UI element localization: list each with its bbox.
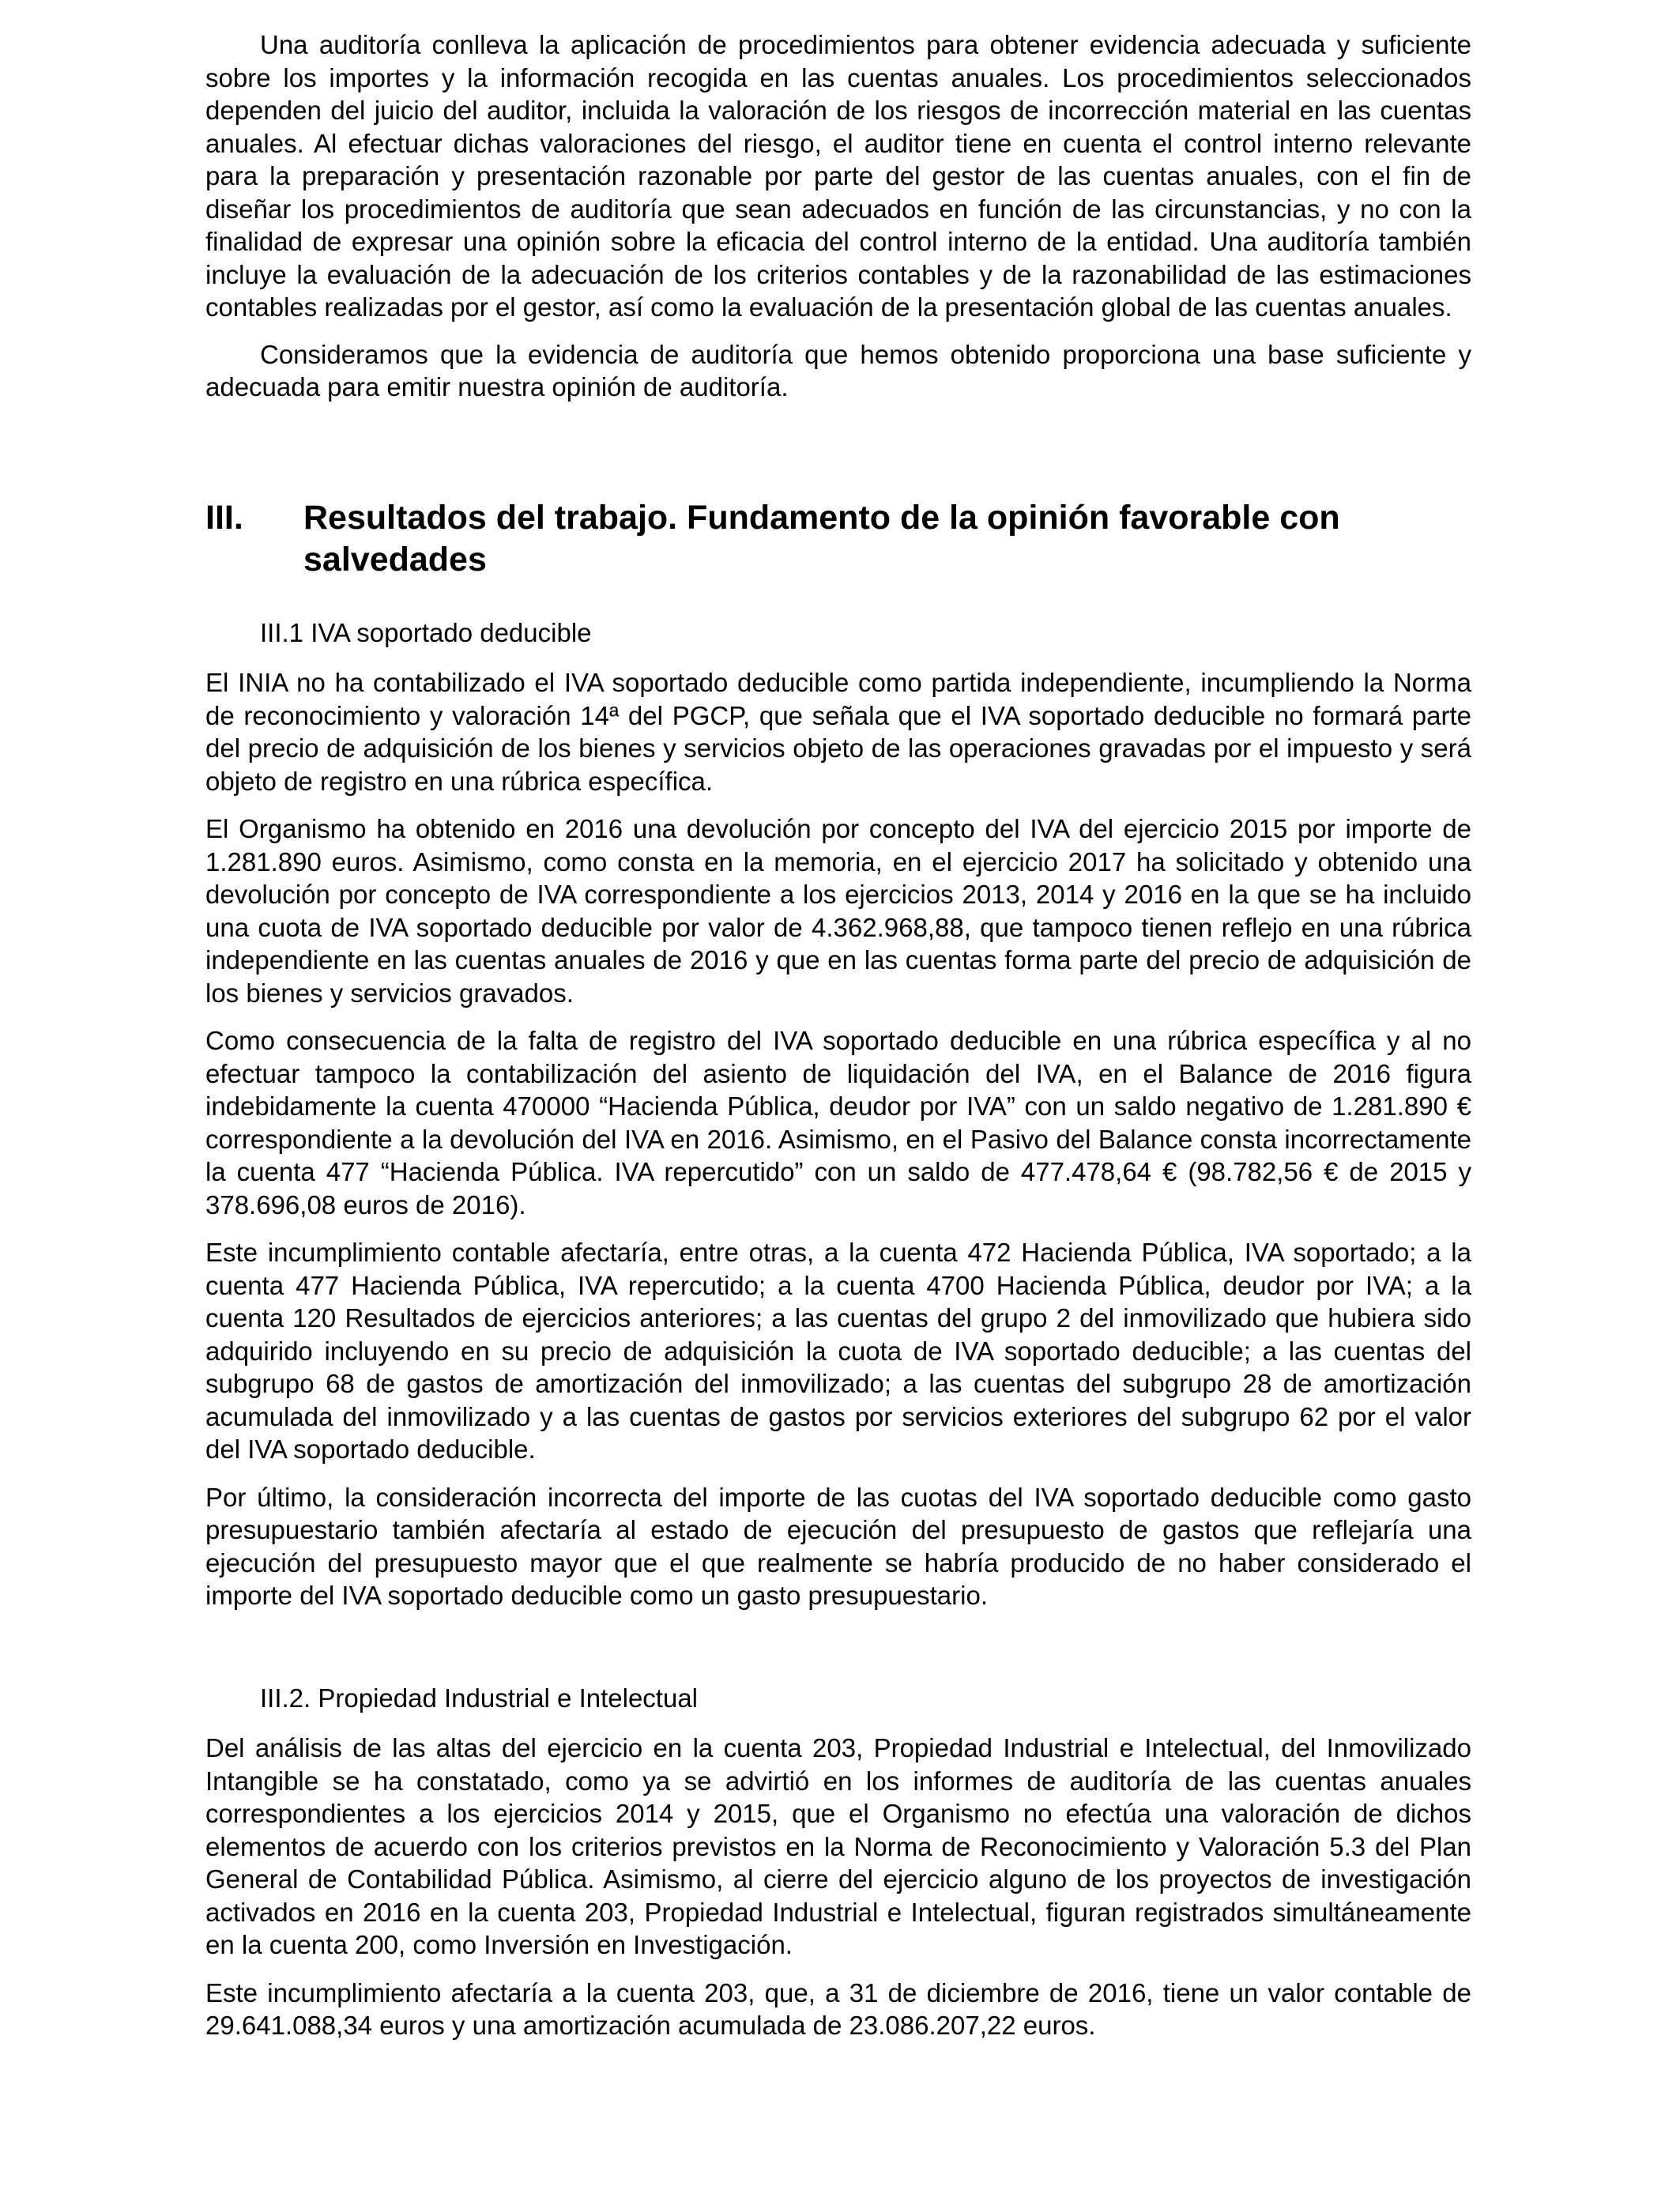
sub1-paragraph-5: Por último, la consideración incorrecta del importe de las cuotas del IVA soportado deducible como gasto presupuestario también afectaría al estado de ejecución del presupuesto de gastos que reflejaría una ejecución del presupuesto mayor que el que realmente se habría producido de no haber considerado el importe del IVA soportado deducible como un gasto presupuestario.: [205, 1482, 1471, 1610]
document-page: [205, 28, 1471, 2042]
section-heading: [205, 497, 1471, 581]
intro-paragraph-2: Consideramos que la evidencia de auditoría que hemos obtenido proporciona una base suficiente y adecuada para emitir nuestra opinión de auditoría.: [205, 339, 1471, 401]
sub1-paragraph-3: Como consecuencia de la falta de registro del IVA soportado deducible en una rúbrica específica y al no efectuar tampoco la contabilización del asiento de liquidación del IVA, en el Balance de 2016 figura indebidamente la cuenta 470000 “Hacienda Pública, deudor por IVA” con un saldo negativo de 1.281.890 € correspondiente a la devolución del IVA en 2016. Asimismo, en el Pasivo del Balance consta incorrectamente la cuenta 477 “Hacienda Pública. IVA repercutido” con un saldo de 477.478,64 € (98.782,56 € de 2015 y 378.696,08 euros de 2016).: [205, 1026, 1471, 1220]
subsection-1-title: III.1 IVA soportado deducible: [260, 617, 592, 647]
section-title: Resultados del trabajo. Fundamento de la opinión favorable con salvedades: [303, 498, 1340, 579]
sub2-paragraph-1: Del análisis de las altas del ejercicio en la cuenta 203, Propiedad Industrial e Intelectual, del Inmovilizado Intangible se ha constatado, como ya se advirtió en los informes de auditoría de las cuentas anuales correspondientes a los ejercicios 2014 y 2015, que el Organismo no efectúa una valoración de dichos elementos de acuerdo con los criterios previstos en la Norma de Reconocimiento y Valoración 5.3 del Plan General de Contabilidad Pública. Asimismo, al cierre del ejercicio alguno de los proyectos de investigación activados en 2016 en la cuenta 203, Propiedad Industrial e Intelectual, figuran registrados simultáneamente en la cuenta 200, como Inversión en Investigación.: [205, 1733, 1471, 1959]
sub1-paragraph-1: El INIA no ha contabilizado el IVA soportado deducible como partida independiente, incumpliendo la Norma de reconocimiento y valoración 14ª del PGCP, que señala que el IVA soportado deducible no formará parte del precio de adquisición de los bienes y servicios objeto de las operaciones gravadas por el impuesto y será objeto de registro en una rúbrica específica.: [205, 668, 1471, 796]
section-number: III.: [205, 498, 243, 537]
subsection-2-title: III.2. Propiedad Industrial e Intelectual: [260, 1683, 699, 1713]
intro-paragraph-1: Una auditoría conlleva la aplicación de procedimientos para obtener evidencia adecuada y suficiente sobre los importes y la información recogida en las cuentas anuales. Los procedimientos seleccionados dependen del juicio del auditor, incluida la valoración de los riesgos de incorrección material en las cuentas anuales. Al efectuar dichas valoraciones del riesgo, el auditor tiene en cuenta el control interno relevante para la preparación y presentación razonable por parte del gestor de las cuentas anuales, con el fin de diseñar los procedimientos de auditoría que sean adecuados en función de las circunstancias, y no con la finalidad de expresar una opinión sobre la eficacia del control interno de la entidad. Una auditoría también incluye la evaluación de la adecuación de los criterios contables y de la razonabilidad de las estimaciones contables realizadas por el gestor, así como la evaluación de la presentación global de las cuentas anuales.: [205, 30, 1471, 322]
sub1-paragraph-2: El Organismo ha obtenido en 2016 una devolución por concepto del IVA del ejercicio 2015 por importe de 1.281.890 euros. Asimismo, como consta en la memoria, en el ejercicio 2017 ha solicitado y obtenido una devolución por concepto de IVA correspondiente a los ejercicios 2013, 2014 y 2016 en la que se ha incluido una cuota de IVA soportado deducible por valor de 4.362.968,88, que tampoco tienen reflejo en una rúbrica independiente en las cuentas anuales de 2016 y que en las cuentas forma parte del precio de adquisición de los bienes y servicios gravados.: [205, 814, 1471, 1008]
sub1-paragraph-4: Este incumplimiento contable afectaría, entre otras, a la cuenta 472 Hacienda Pública, IVA soportado; a la cuenta 477 Hacienda Pública, IVA repercutido; a la cuenta 4700 Hacienda Pública, deudor por IVA; a la cuenta 120 Resultados de ejercicios anteriores; a las cuentas del grupo 2 del inmovilizado que hubiera sido adquirido incluyendo en su precio de adquisición la cuota de IVA soportado deducible; a las cuentas del subgrupo 68 de gastos de amortización del inmovilizado; a las cuentas del subgrupo 28 de amortización acumulada del inmovilizado y a las cuentas de gastos por servicios exteriores del subgrupo 62 por el valor del IVA soportado deducible.: [205, 1238, 1471, 1464]
sub2-paragraph-2: Este incumplimiento afectaría a la cuenta 203, que, a 31 de diciembre de 2016, tiene un valor contable de 29.641.088,34 euros y una amortización acumulada de 23.086.207,22 euros.: [205, 1977, 1471, 2040]
